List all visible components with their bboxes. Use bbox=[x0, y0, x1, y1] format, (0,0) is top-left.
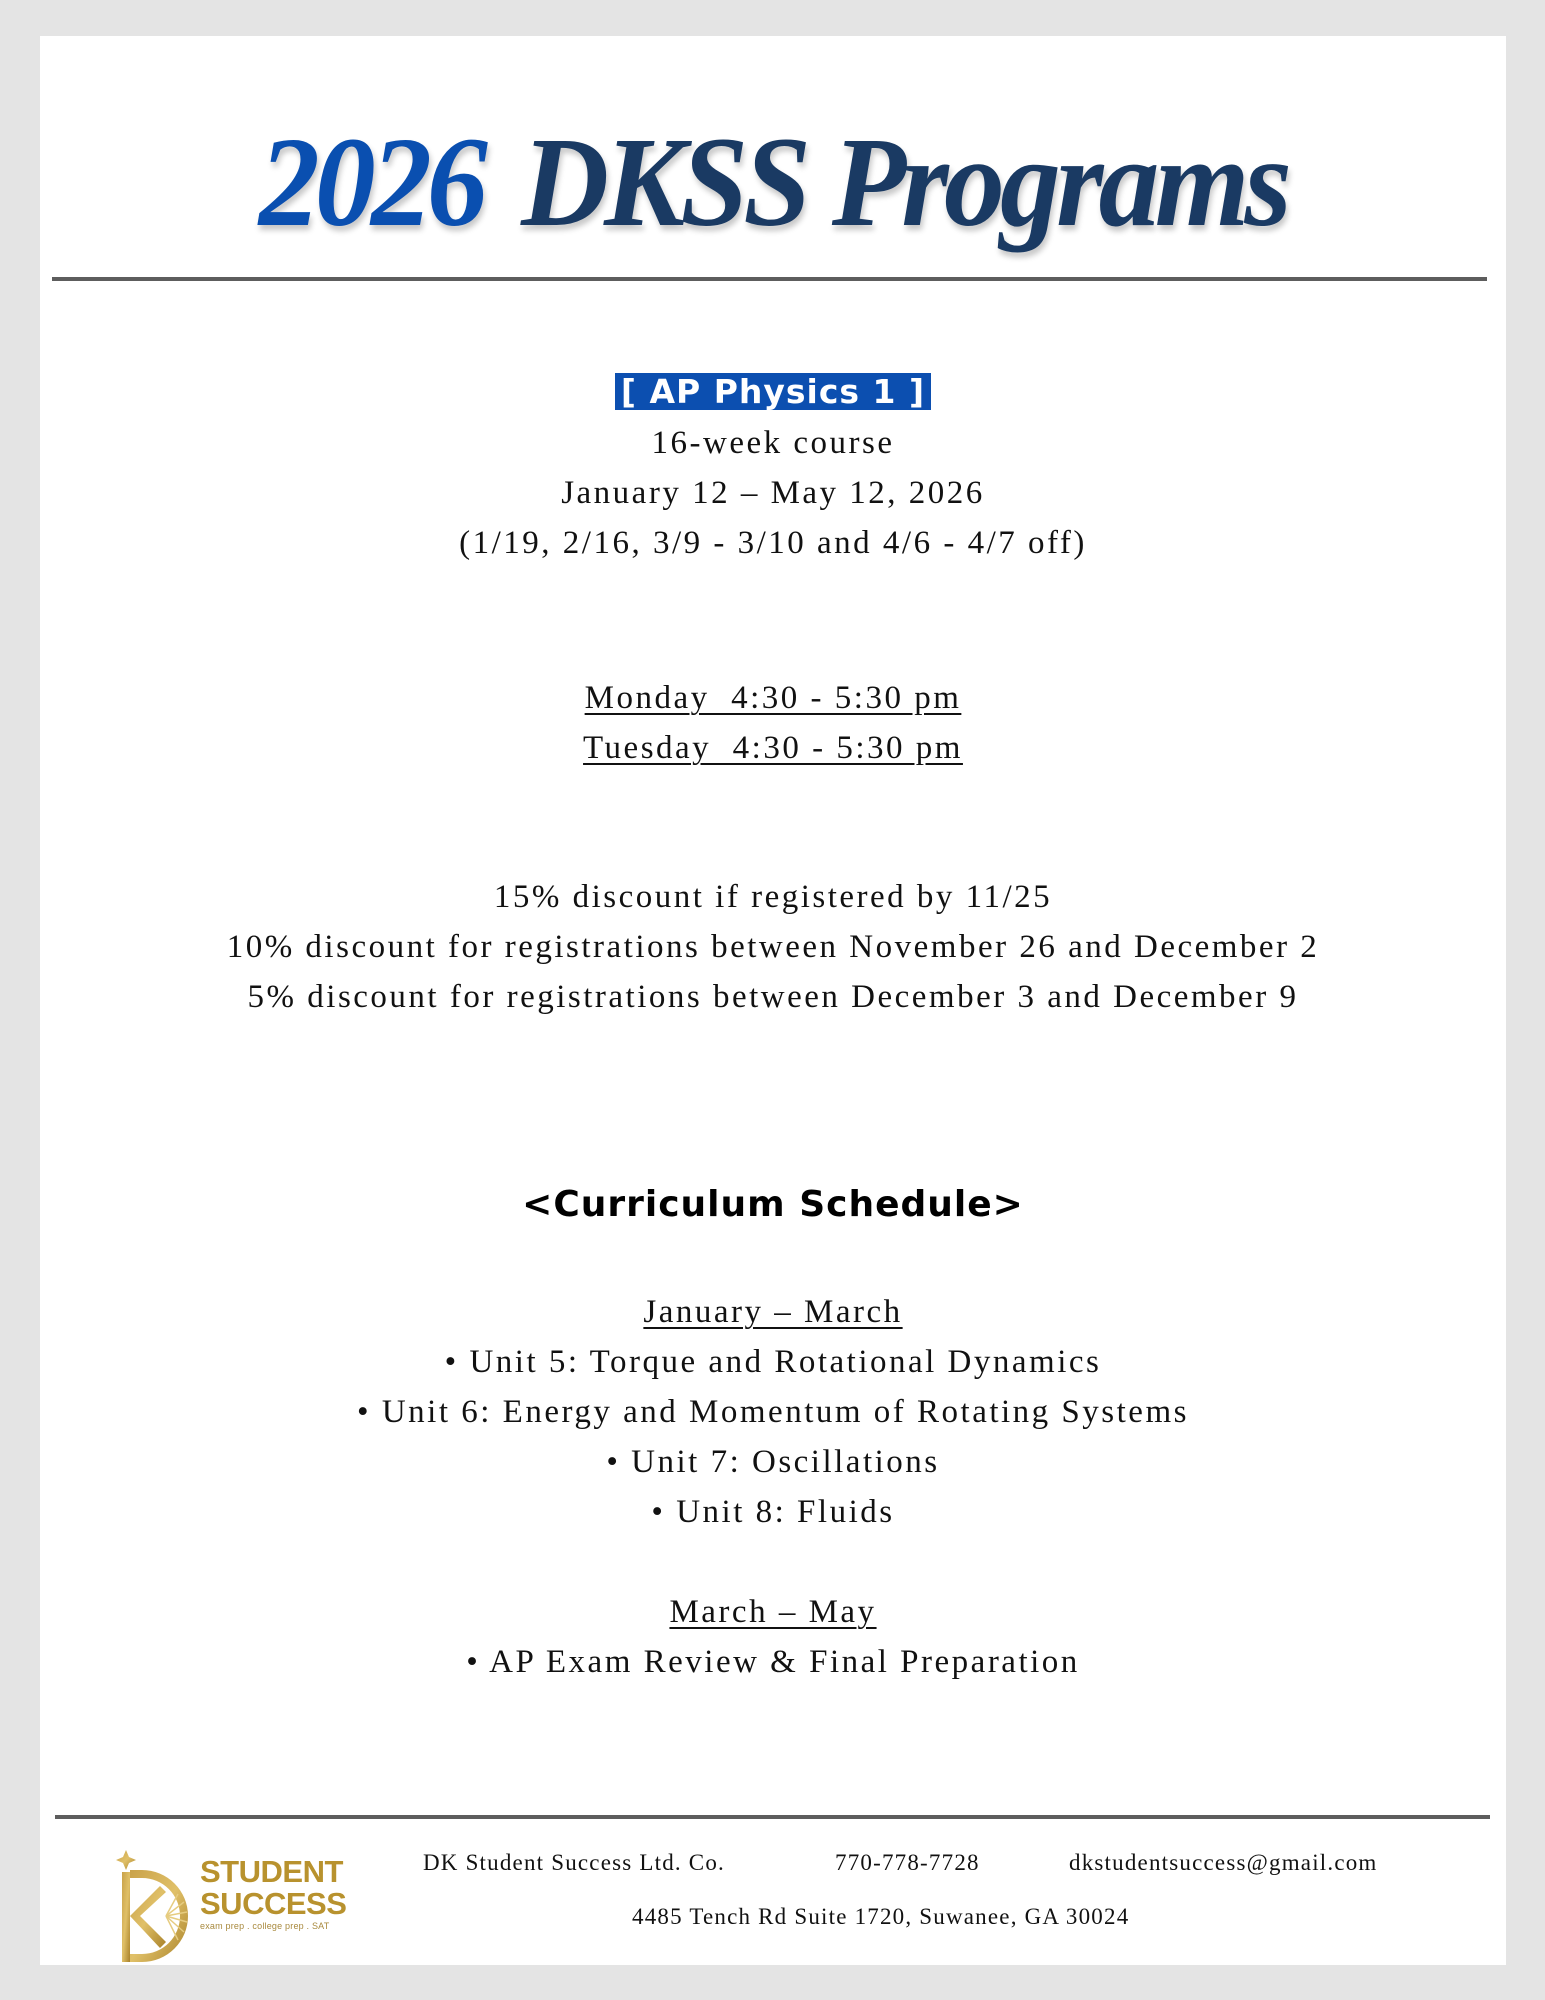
top-divider bbox=[52, 277, 1487, 281]
curriculum-title: <Curriculum Schedule> bbox=[522, 1184, 1024, 1225]
discount-item: 10% discount for registrations between November 26 and December 2 bbox=[226, 929, 1320, 965]
weekly-schedule bbox=[40, 673, 1506, 773]
company-address: 4485 Tench Rd Suite 1720, Suwanee, GA 30024 bbox=[632, 1904, 1130, 1929]
logo-line1: STUDENT bbox=[200, 1854, 343, 1889]
period-label: January – March bbox=[643, 1294, 903, 1330]
period-label: March – May bbox=[669, 1594, 877, 1630]
curriculum-heading-block bbox=[40, 1184, 1506, 1225]
company-logo bbox=[112, 1842, 352, 1974]
schedule-tuesday: Tuesday 4:30 - 5:30 pm bbox=[583, 730, 963, 766]
schedule-monday: Monday 4:30 - 5:30 pm bbox=[584, 680, 962, 716]
title-year: 2026 bbox=[258, 111, 484, 253]
course-badge: [ AP Physics 1 ] bbox=[615, 373, 931, 410]
curriculum-schedule bbox=[40, 1287, 1506, 1687]
course-duration: 16-week course bbox=[651, 425, 895, 461]
page-title bbox=[77, 111, 1470, 253]
course-dates: January 12 – May 12, 2026 bbox=[561, 475, 985, 511]
logo-tagline: exam prep . college prep . SAT bbox=[200, 1921, 330, 1931]
curriculum-item: • Unit 6: Energy and Momentum of Rotating Systems bbox=[357, 1394, 1189, 1430]
company-email[interactable]: dkstudentsuccess@gmail.com bbox=[1069, 1850, 1378, 1875]
company-name: DK Student Success Ltd. Co. bbox=[423, 1850, 725, 1875]
curriculum-item: • Unit 5: Torque and Rotational Dynamics bbox=[444, 1344, 1102, 1380]
discounts bbox=[40, 872, 1506, 1022]
company-phone[interactable]: 770-778-7728 bbox=[835, 1850, 980, 1875]
logo-line2: SUCCESS bbox=[200, 1886, 347, 1921]
course-off-days: (1/19, 2/16, 3/9 - 3/10 and 4/6 - 4/7 off) bbox=[459, 525, 1087, 561]
discount-item: 5% discount for registrations between December 3 and December 9 bbox=[247, 979, 1299, 1015]
bottom-divider bbox=[55, 1815, 1490, 1819]
dk-star-logo-icon bbox=[112, 1842, 202, 1974]
flyer-page bbox=[40, 36, 1506, 1965]
title-name: DKSS Programs bbox=[521, 111, 1288, 253]
course-info bbox=[40, 373, 1506, 568]
curriculum-item: • AP Exam Review & Final Preparation bbox=[466, 1644, 1080, 1680]
discount-item: 15% discount if registered by 11/25 bbox=[493, 879, 1053, 915]
curriculum-item: • Unit 8: Fluids bbox=[651, 1494, 895, 1530]
logo-wordmark bbox=[200, 1856, 346, 1931]
curriculum-item: • Unit 7: Oscillations bbox=[606, 1444, 940, 1480]
